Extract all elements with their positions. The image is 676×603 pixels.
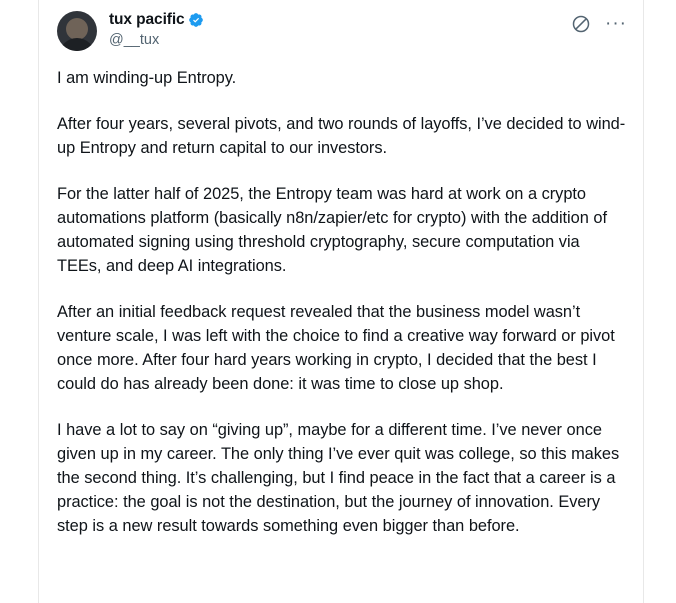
post-paragraph: After an initial feedback request revealed that the business model wasn’t venture scale, I was left with the choice to find a creative way forward or pivot once more. After four hard years working in crypto, I decided that the best I could do has already been done: it was time to close up shop. <box>57 303 615 393</box>
post-paragraph: I have a lot to say on “giving up”, maybe for a different time. I’ve never once given up in my career. The only thing I’ve ever quit was college, so this makes the second thing. It’s challenging, but I find peace in the fact that a career is a practice: the goal is not the destination, but the journey of innovation. Every step is a new result towards something even bigger than before. <box>57 421 620 535</box>
post-header-actions <box>571 14 627 34</box>
author-handle[interactable]: @__tux <box>109 32 160 48</box>
avatar-face <box>66 18 88 40</box>
more-options-icon[interactable]: ··· <box>605 13 627 34</box>
post-header <box>57 10 627 58</box>
author-display-name[interactable]: tux pacific <box>109 11 185 28</box>
post-paragraph: For the latter half of 2025, the Entropy team was hard at work on a crypto automations platform (basically n8n/zapier/etc for crypto) with the addition of automated signing using threshold cryptography, secure computation via TEEs, and deep AI integrations. <box>57 185 607 275</box>
avatar[interactable] <box>57 11 97 51</box>
avatar-shoulders <box>59 38 95 51</box>
card-right-rule <box>643 0 644 603</box>
post-paragraph: After four years, several pivots, and two rounds of layoffs, I’ve decided to wind-up Entropy and return capital to our investors. <box>57 115 626 157</box>
post-paragraph: I am winding-up Entropy. <box>57 69 237 87</box>
author-block <box>109 10 571 50</box>
verified-badge-icon <box>188 12 204 28</box>
author-name-line <box>109 10 571 30</box>
circle-slash-icon[interactable] <box>571 14 591 34</box>
post-card <box>39 0 643 603</box>
post-body <box>57 66 627 538</box>
